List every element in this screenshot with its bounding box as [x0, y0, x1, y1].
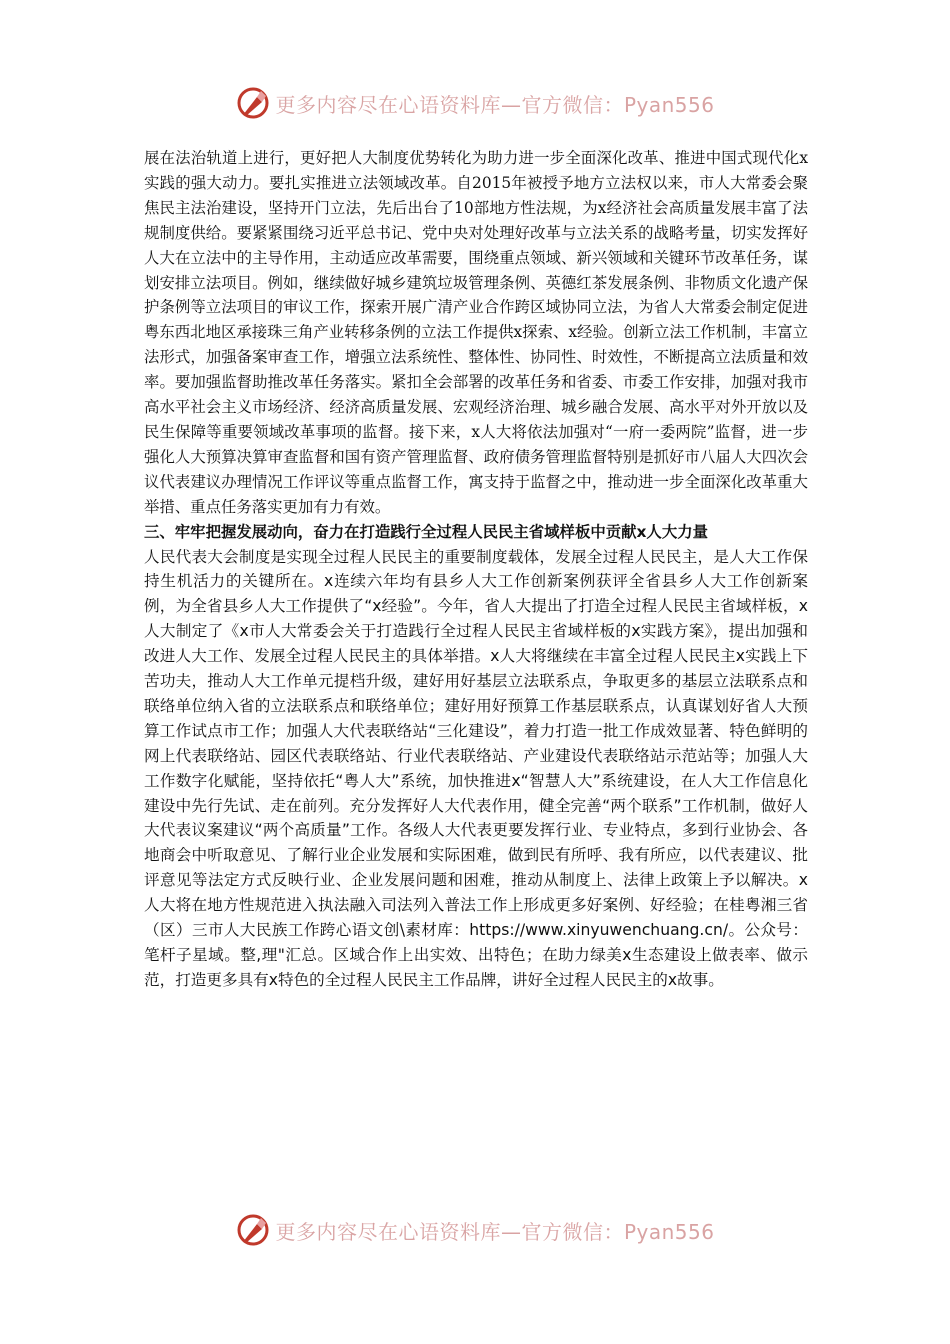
header-banner-text: 更多内容尽在心语资料库—官方微信：Pyan556: [275, 92, 715, 117]
pen-nib-icon: [235, 1212, 271, 1248]
footer-banner-text: 更多内容尽在心语资料库—官方微信：Pyan556: [275, 1219, 715, 1244]
section-heading: 三、牢牢把握发展动向，奋力在打造践行全过程人民民主省域样板中贡献x人大力量: [144, 522, 708, 541]
pen-nib-icon: [235, 85, 271, 121]
document-body: [144, 146, 808, 993]
footer-banner: [0, 1210, 950, 1250]
header-banner: [0, 83, 950, 123]
body-paragraph: 人民代表大会制度是实现全过程人民民主的重要制度载体，发展全过程人民民主，是人大工作保持生机活力的关键所在。x连续六年均有县乡人大工作创新案例获评全省县乡人大工作创新案例，为全省县乡人大工作提供了“x经验”。今年，省人大提出了打造全过程人民民主省域样板，x人大制定了《x市人大常委会关于打造践行全过程人民民主省域样板的x实践方案》，提出加强和改进人大工作、发展全过程人民民主的具体举措。x人大将继续在丰富全过程人民民主x实践上下苦功夫，推动人大工作单元提档升级，建好用好基层立法联系点，争取更多的基层立法联系点和联络单位纳入省的立法联系点和联络单位；建好用好预算工作基层联系点，认真谋划好省人大预算工作试点市工作；加强人大代表联络站“三化建设”，着力打造一批工作成效显著、特色鲜明的网上代表联络站、园区代表联络站、行业代表联络站、产业建设代表联络站示范站等；加强人大工作数字化赋能，坚持依托“粤人大”系统，加快推进x“智慧人大”系统建设，在人大工作信息化建设中先行先试、走在前列。充分发挥好人大代表作用，健全完善“两个联系”工作机制，做好人大代表议案建议“两个高质量”工作。各级人大代表更要发挥行业、专业特点，多到行业协会、各地商会中听取意见、了解行业企业发展和实际困难，做到民有所呼、我有所应，以代表建议、批评意见等法定方式反映行业、企业发展问题和困难，推动从制度上、法律上政策上予以解决。x人大将在地方性规范进入执法融入司法列入普法工作上形成更多好案例、好经验；在桂粤湘三省（区）三市人大民族工作跨心语文创\素材库：https://www.xinyuwenchuang.cn/。公众号：笔杆子星域。整,理"汇总。区域合作上出实效、出特色；在助力绿美x生态建设上做表率、做示范，打造更多具有x特色的全过程人民民主工作品牌，讲好全过程人民民主的x故事。: [144, 547, 808, 989]
body-paragraph: 展在法治轨道上进行，更好把人大制度优势转化为助力进一步全面深化改革、推进中国式现代化x实践的强大动力。要扎实推进立法领域改革。自2015年被授予地方立法权以来，市人大常委会聚焦民主法治建设，坚持开门立法，先后出台了10部地方性法规，为x经济社会高质量发展丰富了法规制度供给。要紧紧围绕习近平总书记、党中央对处理好改革与立法关系的战略考量，切实发挥好人大在立法中的主导作用，主动适应改革需要，围绕重点领域、新兴领域和关键环节改革任务，谋划安排立法项目。例如，继续做好城乡建筑垃圾管理条例、英德红茶发展条例、非物质文化遗产保护条例等立法项目的审议工作，探索开展广清产业合作跨区域协同立法，为省人大常委会制定促进粤东西北地区承接珠三角产业转移条例的立法工作提供x探索、x经验。创新立法工作机制，丰富立法形式，加强备案审查工作，增强立法系统性、整体性、协同性、时效性，不断提高立法质量和效率。要加强监督助推改革任务落实。紧扣全会部署的改革任务和省委、市委工作安排，加强对我市高水平社会主义市场经济、经济高质量发展、宏观经济治理、城乡融合发展、高水平对外开放以及民生保障等重要领域改革事项的监督。接下来，x人大将依法加强对“一府一委两院”监督，进一步强化人大预算决算审查监督和国有资产管理监督、政府债务管理监督特别是抓好市八届人大四次会议代表建议办理情况工作评议等重点监督工作，寓支持于监督之中，推动进一步全面深化改革重大举措、重点任务落实更加有力有效。: [144, 149, 808, 516]
